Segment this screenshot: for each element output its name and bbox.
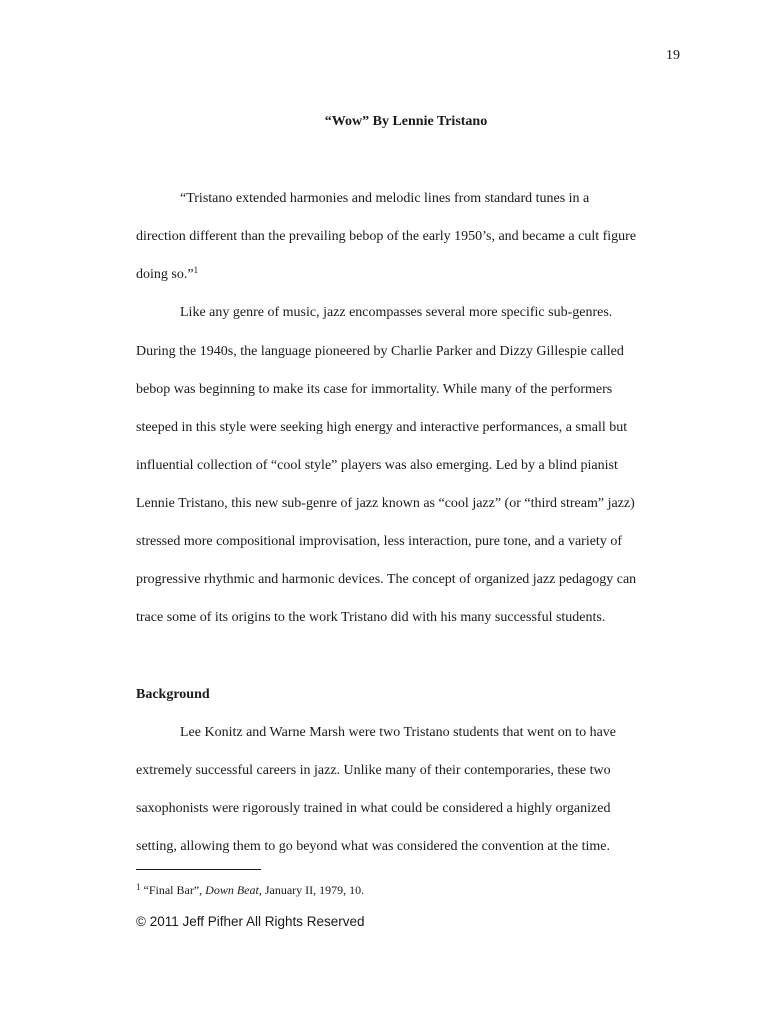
paragraph2-line-3: saxophonists were rigorously trained in what could be considered a highly organized [136, 801, 611, 816]
paragraph1-line-5: influential collection of “cool style” players was also emerging. Led by a blind pianist [136, 458, 618, 473]
footnote-text-after: , January II, 1979, 10. [258, 883, 365, 897]
footnote-divider [136, 869, 261, 870]
paragraph1-line-9: trace some of its origins to the work Tristano did with his many successful students. [136, 610, 606, 625]
page-number: 19 [666, 48, 680, 63]
footnote-marker: 1 [136, 882, 141, 892]
paragraph1-line-7: stressed more compositional improvisation, less interaction, pure tone, and a variety of [136, 534, 622, 549]
paragraph1-line-4: steeped in this style were seeking high energy and interactive performances, a small but [136, 420, 628, 435]
quote-line-2: direction different than the prevailing bebop of the early 1950’s, and became a cult figure [136, 229, 637, 244]
paragraph2-line-4: setting, allowing them to go beyond what was considered the convention at the time. [136, 839, 610, 854]
paragraph1-line-3: bebop was beginning to make its case for immortality. While many of the performers [136, 382, 613, 397]
footnote-reference: 1 [193, 265, 199, 275]
quote-line-3 [136, 266, 198, 284]
footnote-text-before: “Final Bar”, [140, 883, 206, 897]
paragraph2-line-2: extremely successful careers in jazz. Unlike many of their contemporaries, these two [136, 763, 611, 778]
paragraph1-line-8: progressive rhythmic and harmonic devices. The concept of organized jazz pedagogy can [136, 572, 637, 587]
quote-line-1: “Tristano extended harmonies and melodic lines from standard tunes in a [180, 191, 590, 206]
copyright-notice: © 2011 Jeff Pifher All Rights Reserved [136, 914, 365, 929]
section-heading-background: Background [136, 687, 210, 702]
paragraph1-line-6: Lennie Tristano, this new sub-genre of jazz known as “cool jazz” (or “third stream” jazz) [136, 496, 635, 511]
footnote-publication: Down Beat [205, 883, 259, 897]
paragraph2-line-1: Lee Konitz and Warne Marsh were two Tristano students that went on to have [180, 725, 617, 740]
footnote [136, 882, 364, 898]
paragraph1-line-1: Like any genre of music, jazz encompasses several more specific sub-genres. [180, 305, 613, 320]
page-title: “Wow” By Lennie Tristano [324, 114, 488, 129]
quote-line-3-text: doing so.” [136, 267, 194, 282]
paragraph1-line-2: During the 1940s, the language pioneered by Charlie Parker and Dizzy Gillespie called [136, 344, 624, 359]
